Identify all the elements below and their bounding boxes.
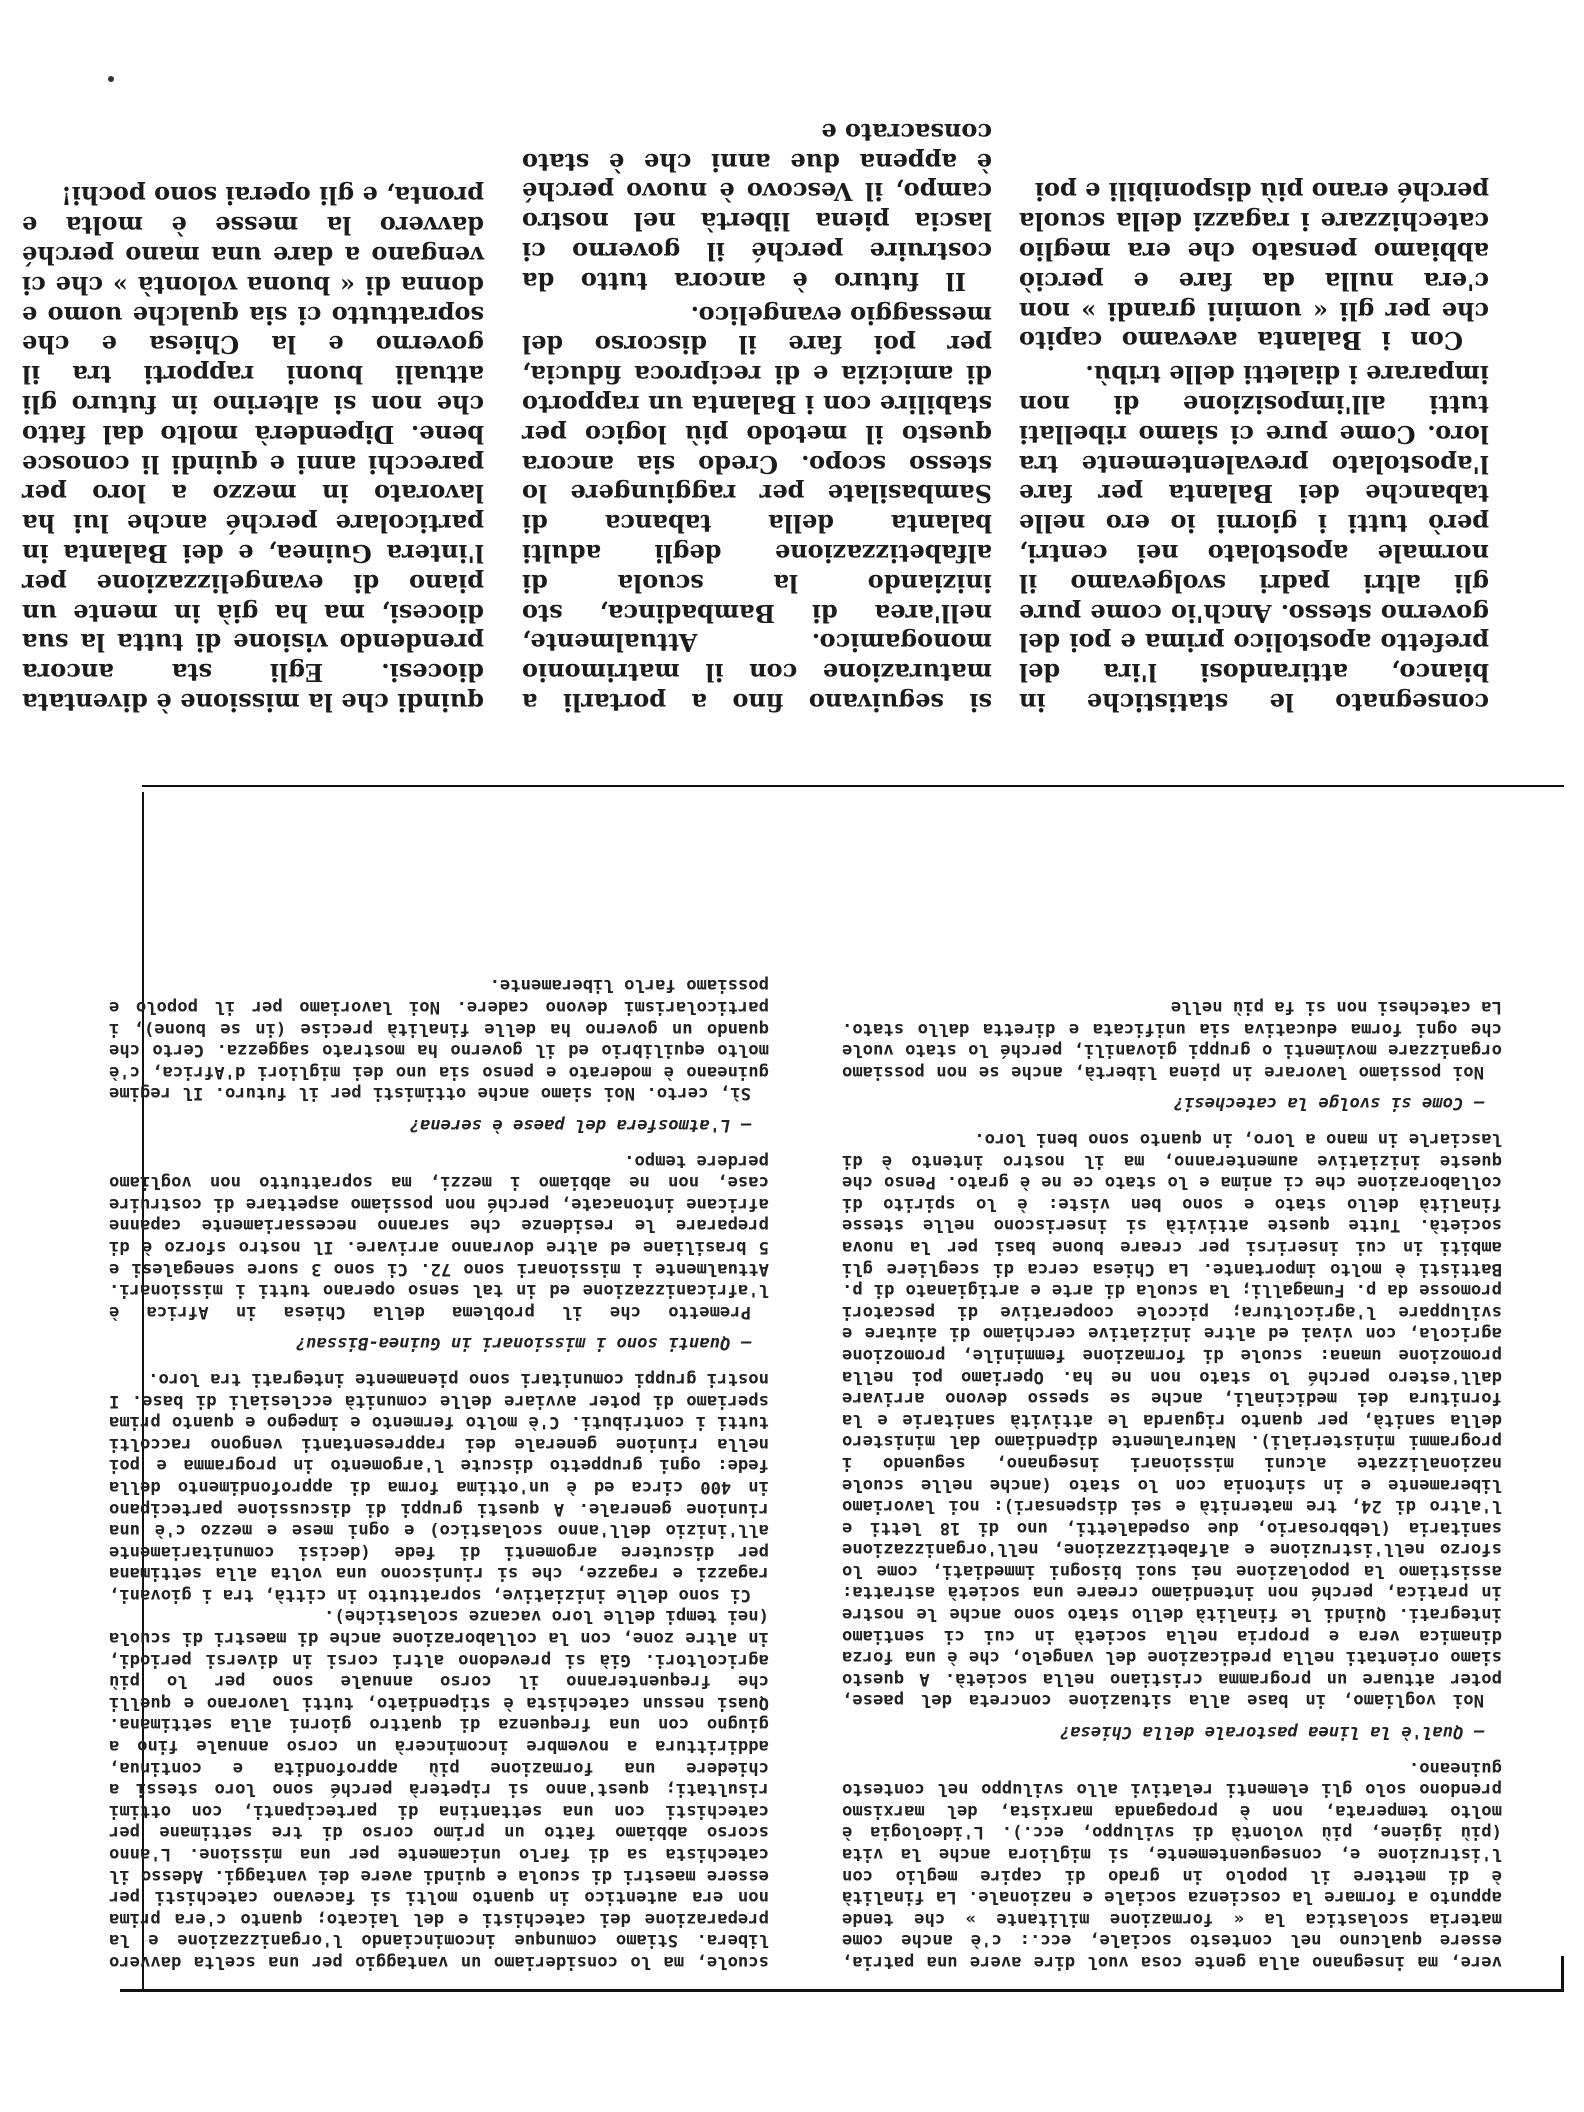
question-missionaries: — Quanti sono i missionari in Guinea-Bissau?	[295, 1333, 751, 1354]
question-pastoral-line: — Qual'è la linea pastorale della Chiesa?	[1059, 1722, 1484, 1743]
box-top-rule	[120, 1989, 1564, 1992]
question-catechesis: — Come si svolge la catechesi?	[1173, 1093, 1484, 1114]
lower-col3-text-1: quindi che la missione è diventata diocesi. Egli sta ancora prendendo visione di tutta la sua diocesi, ma ha già in mente un piano di evangelizzazione per l'intera Guinea, e dei Balanta in particolare perché anche lui ha lavorato in mezzo a loro per parecchi anni e quindi li conosce bene. Dipenderà molto dal fatto che non si alterino in futuro gli attuali buoni rapporti tra il governo e la Chiesa e che soprattutto ci sia qualche uomo e donna di « buona volontà » che ci vengano a dare una mano perché davvero la messe è molta e pronta, e gli operai sono pochi!	[22, 181, 484, 717]
lower-column-3	[22, 181, 484, 717]
lower-column-2	[522, 117, 992, 717]
box-right-text-4: Sì, certo. Noi siamo anche ottimisti per il futuro. Il regime guineano è moderato e penso sia uno dei migliori d'Africa, c'è molto equilibrio ed il governo ha mostrato saggezza. Certo che quando un governo ha delle finalità precise (in se buone), i particolarismi devono cadere. Noi lavoriamo per il popolo e possiamo farlo liberamente.	[109, 975, 769, 1104]
lower-col2-text-2: Il futuro è ancora tutto da costruire perché il governo ci lascia piena libertà nel nostro campo, il Vescovo è nuovo perché è appena due anni che è stato consacrato e	[522, 117, 992, 296]
boxed-right-column	[109, 974, 769, 1972]
boxed-left-column	[842, 995, 1502, 1972]
lower-column-1	[1019, 177, 1489, 717]
box-right-text-3: Premetto che il problema della Chiesa in Africa è l'africanizzazione ed in tal senso operano tutti i missionari. Attualmente i missionari sono 72. Ci sono 3 suore senegalesi e 5 brasiliane ed altre dovranno arrivare. Il nostro sforzo è di preparare le residenze che saranno necessariamente capanne africane intonacate, perché non possiamo aspettare di costruire case, non ne abbiamo i mezzi, ma soprattutto non vogliamo perdere tempo.	[109, 1150, 769, 1322]
box-left-text-1: vere, ma insegnano alla gente cosa vuol dire avere una patria, essere qualcuno nel contesto sociale, ecc.: c'è anche come materia scolastica la « formazione militante » che tende appunto a formare la coscienza sociale e nazionale. La finalità è di mettere il popolo in grado di capire meglio con l'istruzione e, conseguentemente, si migliora anche la vita (più igiene, più volontà di sviluppo, ecc.). L'ideologia è molto temperata, non è propaganda marxista, del marxismo prendono solo gli elementi relativi allo sviluppo nel contesto guineano.	[842, 1757, 1502, 1972]
box-right-text-1: scuole, ma lo consideriamo un vantaggio per una scelta davvero libera. Stiamo comunque incominciando l'organizzazione e la preparazione dei catechisti e del laicato; quanto c'era prima non era autentico in quanto molti si facevano catechisti per essere maestri di scuola e quindi avere dei vantaggi. Adesso il catechista sa di farlo unicamente per una missione. L'anno scorso abbiamo fatto un primo corso di tre settimane per catechisti con una settantina di partecipanti, con ottimi risultati; quest'anno si ripeterà perché sono loro stessi a chiedere una formazione più approfondita e continua, addirittura a novembre incomincerà un corso annuale fino a giugno con una frequenza di quattro giorni alla settimana. Quasi nessun catechista è stipendiato, tutti lavorano e quelli che frequenteranno il corso annuale sono per lo più agricoltori. Già si prevedono altri corsi in diversi periodi, in altre zone, con la collaborazione anche di maestri di scuola (nei tempi delle loro vacanze scolastiche).	[109, 1606, 769, 1972]
box-lower-rule	[142, 785, 1564, 787]
box-left-text-2: Noi vogliamo, in base alla situazione concreta del paese, poter attuare un programma cristiano nella società. A questo siamo orientati nella predicazione del vangelo, che è una forza dinamica vera e propria nella società in cui ci sentiamo integrati. Quindi le finalità dello stato sono anche le nostre in pratica, perché non intendiamo creare una società astratta: assistiamo la popolazione nei suoi bisogni immediati, come lo sforzo nell'istruzione e alfabetizzazione, nell'organizzazione sanitaria (lebbrosario, due ospedaletti, uno di 18 letti e l'altro di 24, tre maternità e sei dispensari): noi lavoriamo liberamente e in sintonia con lo stato (anche nelle scuole nazionalizzate alcuni missionari insegnano, seguendo i programmi ministeriali). Naturalmente dipendiamo dal ministero della sanità, per quanto riguarda le attività sanitarie e la fornitura dei medicinali, anche se spesso devono arrivare dall'estero perché lo stato non ne ha. Operiamo poi nella promozione umana: scuole di formazione femminile, promozione agricola, con vivai ed altre iniziative cerchiamo di aiutare e sviluppare l'agricoltura; piccole cooperative di pescatori promosse da p. Fumagalli; la scuola di arte e artigianato di p. Battisti è molto importante. La Chiesa cerca di scegliere gli ambiti in cui inserirsi per creare buone basi per la nuova società. Tutte queste attività si inseriscono nelle stesse finalità dello stato e sono ben viste: è lo spirito di collaborazione che ci anima e lo stato ce ne è grato. Penso che queste iniziative aumenteranno, ma il nostro intento è di lasciarle in mano a loro, in quanto sono beni loro.	[842, 1129, 1502, 1711]
box-right-text-2: Ci sono delle iniziative, soprattutto in città, tra i giovani, ragazzi e ragazze, che si riuniscono una volta alla settimana per discutere argomenti di fede (decisi comunitariamente all'inizio dell'anno scolastico) e ogni mese e mezzo c'è una riunione generale. A questi gruppi di discussione partecipano in 400 circa ed è un'ottima forma di approfondimento della fede: ogni gruppetto discute l'argomento in programma e poi nella riunione generale dei rappresentanti vengono raccolti tutti i contributi. C'è molto fermento e impegno e quanto prima speriamo di poter avviare delle comunità ecclesiali di base. I nostri gruppi comunitari sono pienamente integrati tra loro.	[109, 1368, 769, 1605]
question-atmosphere: — L'atmosfera del paese è serena?	[409, 1115, 751, 1136]
lower-col1-text-1: consegnato le statistiche in bianco, attirandosi l'ira del prefetto apostolico prima e poi del governo stesso. Anch'io come pure gli altri padri svolgevamo il normale apostolato nei centri, però tutti i giorni io ero nelle tabanche dei Balanta per fare l'apostolato prevalentemente tra loro. Come pure ci siamo ribellati tutti all'imposizione di non imparare i dialetti delle tribù.	[1019, 360, 1489, 717]
lower-col2-text-1: si seguivano fino a portarli a maturazione con il matrimonio monogamico. Attualmente, nell'area di Bambadinca, sto iniziando la scuola di alfabetizzazione degli adulti balanta della tabanca di Sambasilate per raggiungere lo stesso scopo. Credo sia ancora questo il metodo più logico per stabilire con i Balanta un rapporto di amicizia e di reciproca fiducia, per poi fare il discorso del messaggio evangelico.	[522, 300, 992, 717]
scan-speck	[108, 76, 114, 82]
box-left-text-3: Noi possiamo lavorare in piena libertà, anche se non possiamo organizzare movimenti o gruppi giovanili, perché lo stato vuole che ogni forma educativa sia unificata e diretta dallo stato. La catechesi non si fa più nelle	[842, 997, 1502, 1082]
lower-col1-text-2: Con i Balanta avevamo capito che per gli « uomini grandi » non c'era nulla da fare e perciò abbiamo pensato che era meglio catechizzare i ragazzi della scuola perché erano più disponibili e poi	[1019, 177, 1489, 356]
box-left-rule	[1561, 1956, 1564, 1992]
